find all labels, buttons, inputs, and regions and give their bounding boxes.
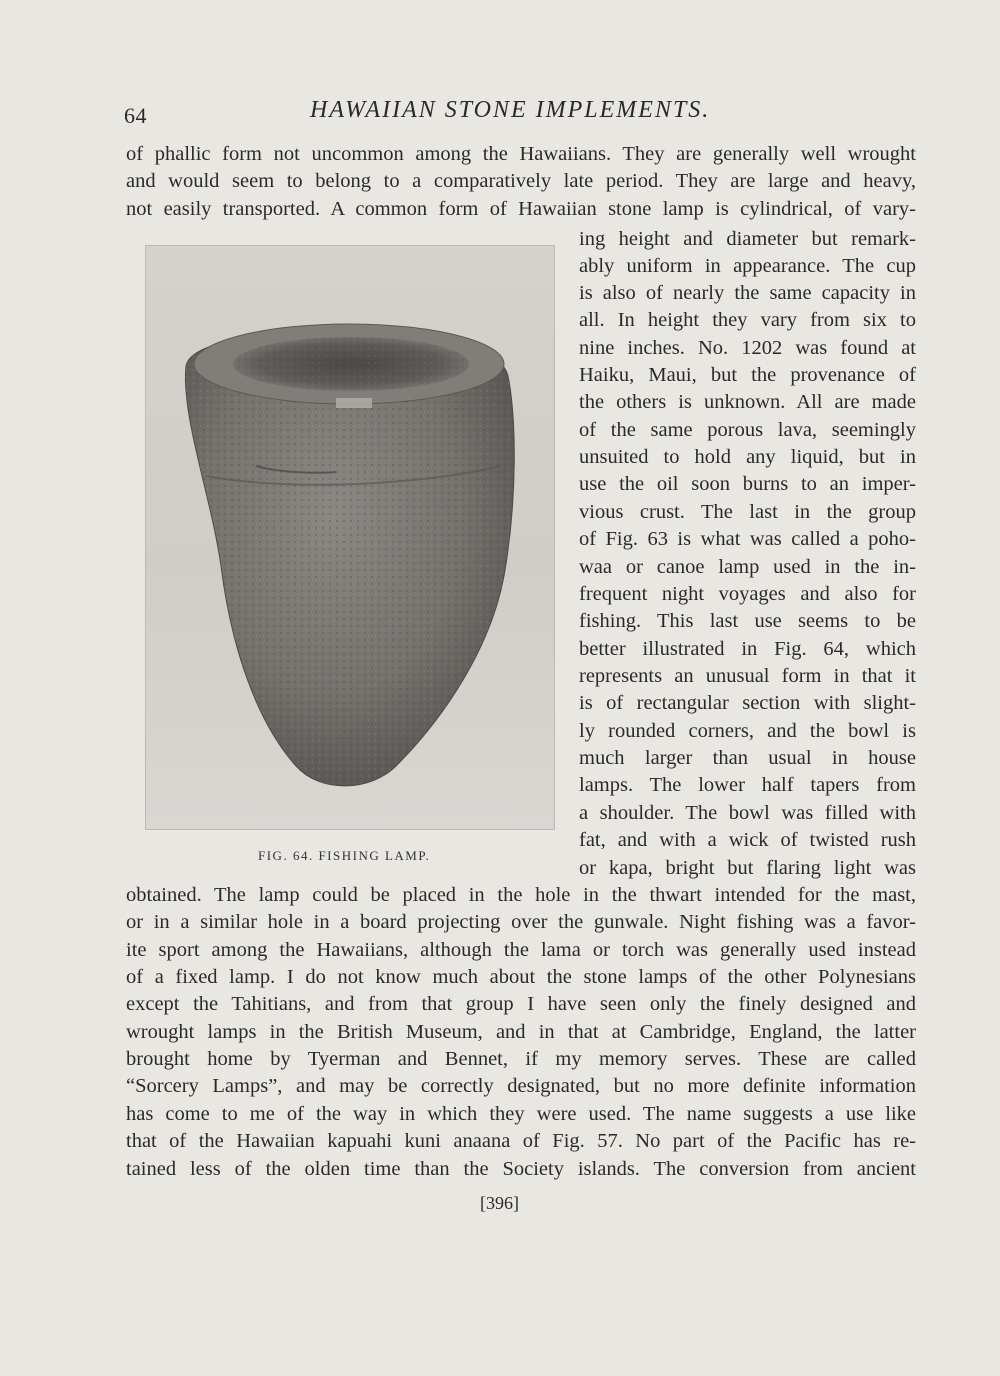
body-line: vious crust. The last in the group — [579, 501, 916, 523]
body-line: the others is unknown. All are made — [579, 391, 916, 413]
body-line: has come to me of the way in which they were used. The name suggests a use like — [126, 1103, 916, 1125]
figure-caption: FIG. 64. FISHING LAMP. — [258, 848, 431, 863]
body-line: better illustrated in Fig. 64, which — [579, 638, 916, 660]
body-line: of phallic form not uncommon among the Hawaiians. They are generally well wrought — [126, 143, 916, 165]
body-line: of a fixed lamp. I do not know much about the stone lamps of the other Polynesians — [126, 966, 916, 988]
body-line: is also of nearly the same capacity in — [579, 282, 916, 304]
body-line: or kapa, bright but flaring light was — [579, 857, 916, 879]
body-line: of Fig. 63 is what was called a poho- — [579, 528, 916, 550]
body-line: frequent night voyages and also for — [579, 583, 916, 605]
body-line: Haiku, Maui, but the provenance of — [579, 364, 916, 386]
folio-number: [396] — [480, 1193, 519, 1213]
body-line: all. In height they vary from six to — [579, 309, 916, 331]
body-line: tained less of the olden time than the Society islands. The conversion from ancient — [126, 1158, 916, 1180]
body-line: that of the Hawaiian kapuahi kuni anaana of Fig. 57. No part of the Pacific has re- — [126, 1130, 916, 1152]
body-line: is of rectangular section with slight- — [579, 692, 916, 714]
body-line: much larger than usual in house — [579, 747, 916, 769]
fishing-lamp-photograph — [145, 245, 555, 830]
body-line: ably uniform in appearance. The cup — [579, 255, 916, 277]
body-line: or in a similar hole in a board projecting over the gunwale. Night fishing was a favor- — [126, 911, 916, 933]
body-line: obtained. The lamp could be placed in the hole in the thwart intended for the mast, — [126, 884, 916, 906]
body-line: of the same porous lava, seemingly — [579, 419, 916, 441]
body-line: fat, and with a wick of twisted rush — [579, 829, 916, 851]
body-line: “Sorcery Lamps”, and may be correctly designated, but no more definite information — [126, 1075, 916, 1097]
body-line: and would seem to belong to a comparatively late period. They are large and heavy, — [126, 170, 916, 192]
body-line: ly rounded corners, and the bowl is — [579, 720, 916, 742]
body-line: wrought lamps in the British Museum, and in that at Cambridge, England, the latter — [126, 1021, 916, 1043]
running-title: HAWAIIAN STONE IMPLEMENTS. — [310, 97, 711, 123]
body-line: unsuited to hold any liquid, but in — [579, 446, 916, 468]
body-line: lamps. The lower half tapers from — [579, 774, 916, 796]
body-line: a shoulder. The bowl was filled with — [579, 802, 916, 824]
body-line: ing height and diameter but remark- — [579, 228, 916, 250]
body-line: not easily transported. A common form of Hawaiian stone lamp is cylindrical, of vary- — [126, 198, 916, 220]
body-line: represents an unusual form in that it — [579, 665, 916, 687]
body-line: waa or canoe lamp used in the in- — [579, 556, 916, 578]
page-number: 64 — [124, 103, 147, 128]
body-line: use the oil soon burns to an imper- — [579, 473, 916, 495]
body-line: nine inches. No. 1202 was found at — [579, 337, 916, 359]
body-line: brought home by Tyerman and Bennet, if my memory serves. These are called — [126, 1048, 916, 1070]
body-line: ite sport among the Hawaiians, although the lama or torch was generally used instead — [126, 939, 916, 961]
body-line: fishing. This last use seems to be — [579, 610, 916, 632]
body-line: except the Tahitians, and from that group I have seen only the finely designed and — [126, 993, 916, 1015]
